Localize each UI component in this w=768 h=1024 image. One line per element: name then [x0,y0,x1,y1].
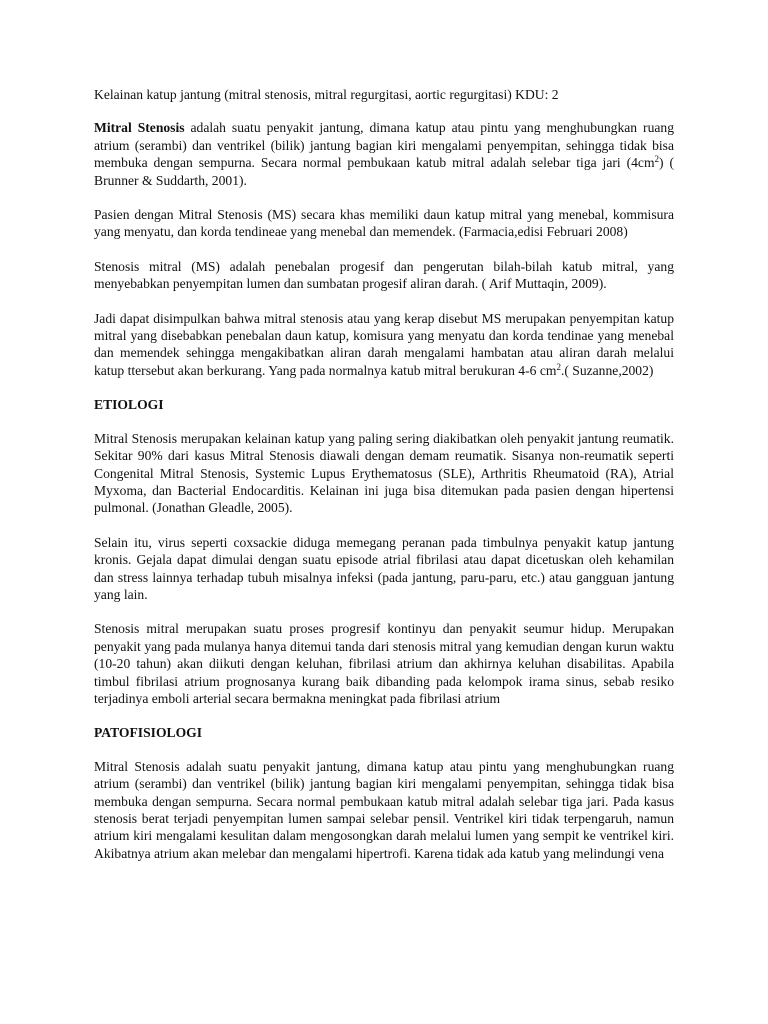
paragraph-mitral-stenosis-definition [94,119,674,189]
paragraph-ms-characteristics: Pasien dengan Mitral Stenosis (MS) secara khas memiliki daun katup mitral yang menebal, kommisura yang menyatu, dan korda tendineae yang menebal dan memendek. (Farmacia,edisi Februari 2008) [94,207,674,240]
paragraph-etiologi-2: Selain itu, virus seperti coxsackie diduga memegang peranan pada timbulnya penyakit katup jantung kronis. Gejala dapat dimulai dengan suatu episode atrial fibrilasi atau dapat dicetuskan oleh kehamilan dan stress lainnya terhadap tubuh misalnya infeksi (pada jantung, paru-paru, etc.) atau gangguan jantung yang lain. [94,534,674,602]
bold-term: Mitral Stenosis [94,120,185,136]
paragraph-text: .( Suzanne,2002) [560,362,654,378]
paragraph-ms-thickening: Stenosis mitral (MS) adalah penebalan progesif dan pengerutan bilah-bilah katub mitral, yang menyebabkan penyempitan lumen dan sumbatan progesif aliran darah. ( Arif Muttaqin, 2009). [94,258,674,292]
document-title: Kelainan katup jantung (mitral stenosis, mitral regurgitasi, aortic regurgitasi) KDU: 2 [94,87,559,102]
heading-patofisiologi: PATOFISIOLOGI [94,725,203,741]
paragraph-text: adalah suatu penyakit jantung, dimana katup atau pintu yang menghubungkan ruang atrium (serambi) dan ventrikel (bilik) jantung bagian kiri mengalami penyempitan, sehingga tidak bisa membuka dengan sempurna. Secara normal pembukaan katub mitral adalah selebar tiga jari (4cm [94,120,675,171]
paragraph-text: Jadi dapat disimpulkan bahwa mitral stenosis atau yang kerap disebut MS merupakan penyempitan katup mitral yang disebabkan penebalan daun katup, komisura yang menyatu dan korda tendinae yang menebal dan memendek sehingga mengakibatkan aliran darah mengalami hambatan atau aliran darah melalui katup ttersebut akan berkurang. Yang pada normalnya katub mitral berukuran 4-6 cm [94,310,674,378]
heading-etiologi: ETIOLOGI [94,397,164,413]
paragraph-etiologi-1: Mitral Stenosis merupakan kelainan katup yang paling sering diakibatkan oleh penyakit jantung reumatik. Sekitar 90% dari kasus Mitral Stenosis diawali dengan demam reumatik. Sisanya non-reumatik seperti Congenital Mitral Stenosis, Systemic Lupus Erythematosus (SLE), Arthritis Rheumatoid (RA), Atrial Myxoma, dan Bacterial Endocarditis. Kelainan ini juga bisa ditemukan pada pasien dengan hipertensi pulmonal. (Jonathan Gleadle, 2005). [94,430,674,516]
paragraph-etiologi-3: Stenosis mitral merupakan suatu proses progresif kontinyu dan penyakit seumur hidup. Merupakan penyakit yang pada mulanya hanya ditemui tanda dari stenosis mitral yang kemudian dengan kurun waktu (10-20 tahun) akan diikuti dengan keluhan, fibrilasi atrium dan akhirnya keluhan disabilitas. Apabila timbul fibrilasi atrium prognosanya kurang baik dibanding pada kelompok irama sinus, sebab resiko terjadinya emboli arterial secara bermakna meningkat pada fibrilasi atrium [94,621,674,706]
paragraph-conclusion [94,310,674,380]
paragraph-text: ) ( Brunner & Suddarth, 2001). [94,155,674,188]
superscript: 2 [556,361,561,372]
superscript: 2 [654,154,660,165]
paragraph-patofisiologi: Mitral Stenosis adalah suatu penyakit jantung, dimana katup atau pintu yang menghubungkan ruang atrium (serambi) dan ventrikel (bilik) jantung bagian kiri mengalami penyempitan, sehingga tidak bisa membuka dengan sempurna. Secara normal pembukaan katub mitral adalah selebar tiga jari. Pada kasus stenosis berat terjadi penyempitan lumen sampai selebar pensil. Ventrikel kiri tidak terpengaruh, namun atrium kiri mengalami kesulitan dalam mengosongkan darah melalui lumen yang sempit ke ventrikel kiri. Akibatnya atrium akan melebar dan mengalami hipertrofi. Karena tidak ada katub yang melindungi vena [94,758,674,861]
